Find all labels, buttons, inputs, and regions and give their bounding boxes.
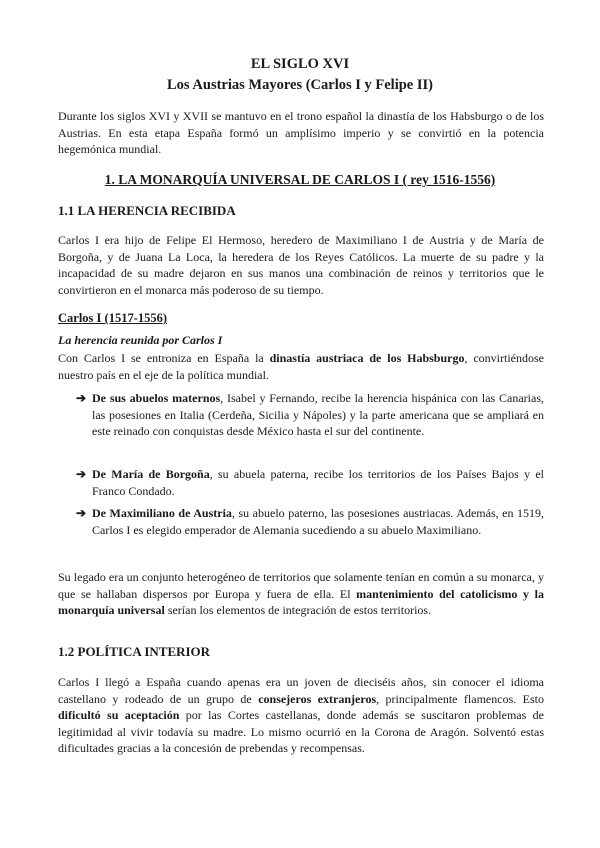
carlos-heading: Carlos I (1517-1556)	[58, 311, 168, 325]
herencia-paragraph: Carlos I era hijo de Felipe El Hermoso, heredero de Maximiliano I de Austria y de María de Borgoña, y de Juana La Loca, la heredera de los Reyes Católicos. La muerte de su padre y la incapacidad de su madre dejaron en sus manos una combinación de reinos y territorios que le convirtieron en el monarca más poderoso de su tiempo.	[58, 233, 544, 297]
arrow-icon: ➔	[76, 391, 87, 405]
section-1-2-heading: 1.2 POLÍTICA INTERIOR	[58, 644, 211, 659]
section-1-1-heading: 1.1 LA HERENCIA RECIBIDA	[58, 203, 236, 218]
herencia-reunida-paragraph: Con Carlos I se entroniza en España la dinastía austriaca de los Habsburgo, convirtiéndose nuestro país en el eje de la política mundial.	[58, 351, 544, 382]
arrow-icon: ➔	[76, 506, 87, 520]
bullet-maria-borgona: ➔ De María de Borgoña, su abuela paterna, recibe los territorios de los Países Bajos y el Franco Condado.	[76, 467, 545, 498]
bullet-maximiliano: ➔ De Maximiliano de Austria, su abuelo paterno, las posesiones austriacas. Además, en 1519, Carlos I es elegido emperador de Alemania sucediendo a su abuelo Maximiliano.	[76, 506, 545, 537]
herencia-reunida-heading: La herencia reunida por Carlos I	[58, 333, 223, 347]
intro-paragraph: Durante los siglos XVI y XVII se mantuvo en el trono español la dinastía de los Habsburgo o de los Austrias. En esta etapa España formó un amplísimo imperio y se convirtió en la potencia hegemónica mundial.	[58, 109, 544, 156]
page-title: EL SIGLO XVI	[250, 56, 350, 72]
section-1-heading: 1. LA MONARQUÍA UNIVERSAL DE CARLOS I ( rey 1516-1556)	[104, 172, 496, 187]
arrow-icon: ➔	[76, 467, 87, 481]
bullet-abuelos-maternos: ➔ De sus abuelos maternos, Isabel y Fernando, recibe la herencia hispánica con las Canarias, las posesiones en Italia (Cerdeña, Sicilia y Nápoles) y la parte americana que se ampliará en este reinado con conquistas desde México hasta el sur del continente.	[76, 391, 544, 438]
politica-interior-paragraph: Carlos I llegó a España cuando apenas era un joven de dieciséis años, sin conocer el idioma castellano y rodeado de un grupo de consejeros extranjeros, principalmente flamencos. Esto dificultó su aceptación por las Cortes castellanas, donde además se suscitaron problemas de legitimidad al vivir todavía su madre. Lo mismo ocurrió en la Corona de Aragón. Solventó estas dificultades gracias a la concesión de prebendas y recompensas.	[58, 675, 544, 755]
legado-paragraph: Su legado era un conjunto heterogéneo de territorios que solamente tenían en común a su monarca, y que se hallaban dispersos por Europa y fuera de ella. El mantenimiento del catolicismo y la monarquía universal serían los elementos de integración de estos territorios.	[58, 570, 544, 617]
page-subtitle: Los Austrias Mayores (Carlos I y Felipe II)	[167, 77, 433, 93]
